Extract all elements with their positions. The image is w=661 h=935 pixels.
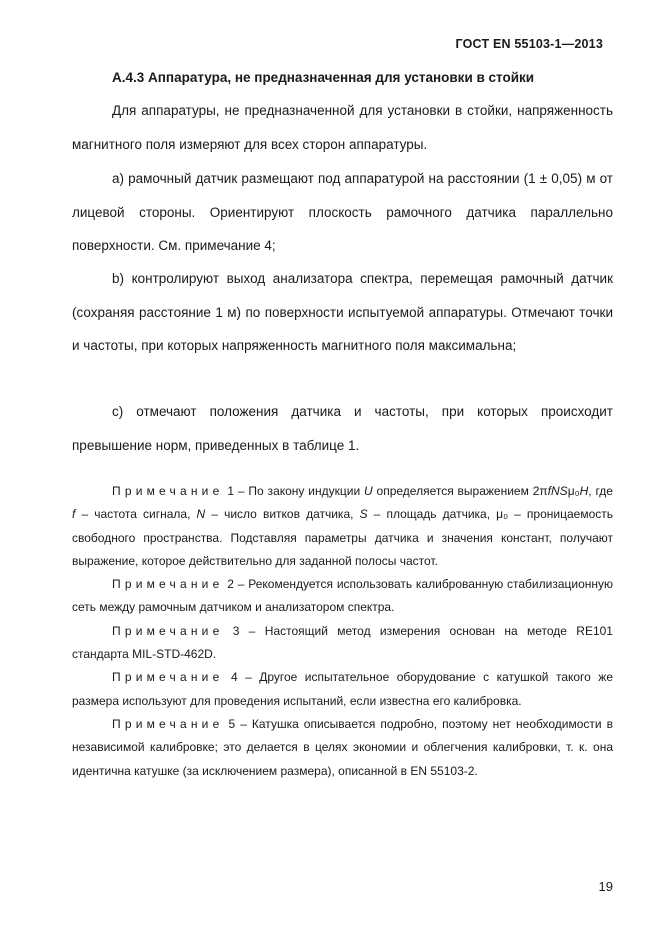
note-label: Примечание — [112, 670, 224, 685]
body-paragraph-item-a — [72, 162, 613, 263]
note-1-var-n: N — [196, 507, 206, 522]
note-2 — [72, 573, 613, 620]
note-label: Примечание — [112, 623, 224, 638]
note-number: 3 — [232, 623, 240, 638]
note-4 — [72, 666, 613, 713]
note-1-var-s: S — [359, 507, 368, 522]
note-1-var-h: H — [579, 484, 589, 498]
note-label: Примечание — [112, 484, 224, 498]
note-1-text-c: , где — [588, 484, 613, 498]
note-number: 2 — [227, 577, 234, 592]
paragraph-item-c: с) отмечают положения датчика и частоты, при которых происходит превышение норм, приведенных в таблице 1. — [72, 404, 613, 453]
body-paragraph-intro — [72, 94, 613, 161]
page-number: 19 — [598, 879, 613, 894]
note-label: Примечание — [112, 716, 224, 731]
standard-code: ГОСТ EN 55103-1—2013 — [455, 37, 603, 51]
note-5-text: – Катушка описывается подробно, поэтому нет необходимости в независимой калибровке; это делается в целях экономии и облегчения калибровки, т. к. она идентична катушке (за исключением размера), описанной в EN 55103-2. — [72, 716, 613, 778]
note-number: 4 — [230, 670, 238, 685]
note-1-text-a: – По закону индукции — [234, 484, 364, 498]
note-1-text-f: – площадь датчика, μ₀ – проницаемость свободного пространства. Подставляя параметры датчика и значения констант, получают выражение, которое действительно для заданной полосы частот. — [72, 507, 613, 568]
note-1-mu0: μ₀ — [567, 484, 580, 498]
note-label: Примечание — [112, 577, 224, 592]
note-5 — [72, 713, 613, 783]
body-paragraph-item-b — [72, 262, 613, 363]
body-paragraph-item-c — [72, 395, 613, 462]
note-1 — [72, 480, 613, 573]
note-1-text-d: – частота сигнала, — [75, 507, 197, 522]
paragraph-item-a: а) рамочный датчик размещают под аппаратурой на расстоянии (1 ± 0,05) м от лицевой стороны. Ориентируют плоскость рамочного датчика параллельно поверхности. См. примечание 4; — [72, 171, 613, 253]
note-3-text: – Настоящий метод измерения основан на методе RE101 стандарта MIL-STD-462D. — [72, 623, 613, 662]
section-title: A.4.3 Аппаратура, не предназначенная для установки в стойки — [112, 70, 535, 85]
note-number: 1 — [227, 484, 235, 498]
note-1-var-f: f — [72, 507, 76, 522]
note-1-var-fns: fNS — [547, 484, 568, 498]
note-1-text-e: – число витков датчика, — [205, 507, 360, 522]
note-1-var-u: U — [364, 484, 373, 498]
note-number: 5 — [228, 716, 236, 731]
note-4-text: – Другое испытательное оборудование с катушкой такого же размера используют для проведения испытаний, если известна его калибровка. — [72, 670, 613, 708]
note-2-text: – Рекомендуется использовать калиброванную стабилизационную сеть между рамочным датчиком и анализатором спектра. — [72, 577, 613, 615]
paragraph-intro: Для аппаратуры, не предназначенной для установки в стойки, напряженность магнитного поля измеряют для всех сторон аппаратуры. — [72, 103, 613, 152]
note-1-text-b: определяется выражением 2π — [372, 484, 548, 498]
notes-block — [72, 480, 613, 783]
note-3 — [72, 620, 613, 667]
paragraph-item-b: b) контролируют выход анализатора спектра, перемещая рамочный датчик (сохраняя расстояние 1 м) по поверхности испытуемой аппаратуры. Отмечают точки и частоты, при которых напряженность магнитного поля максимальна; — [72, 271, 613, 353]
